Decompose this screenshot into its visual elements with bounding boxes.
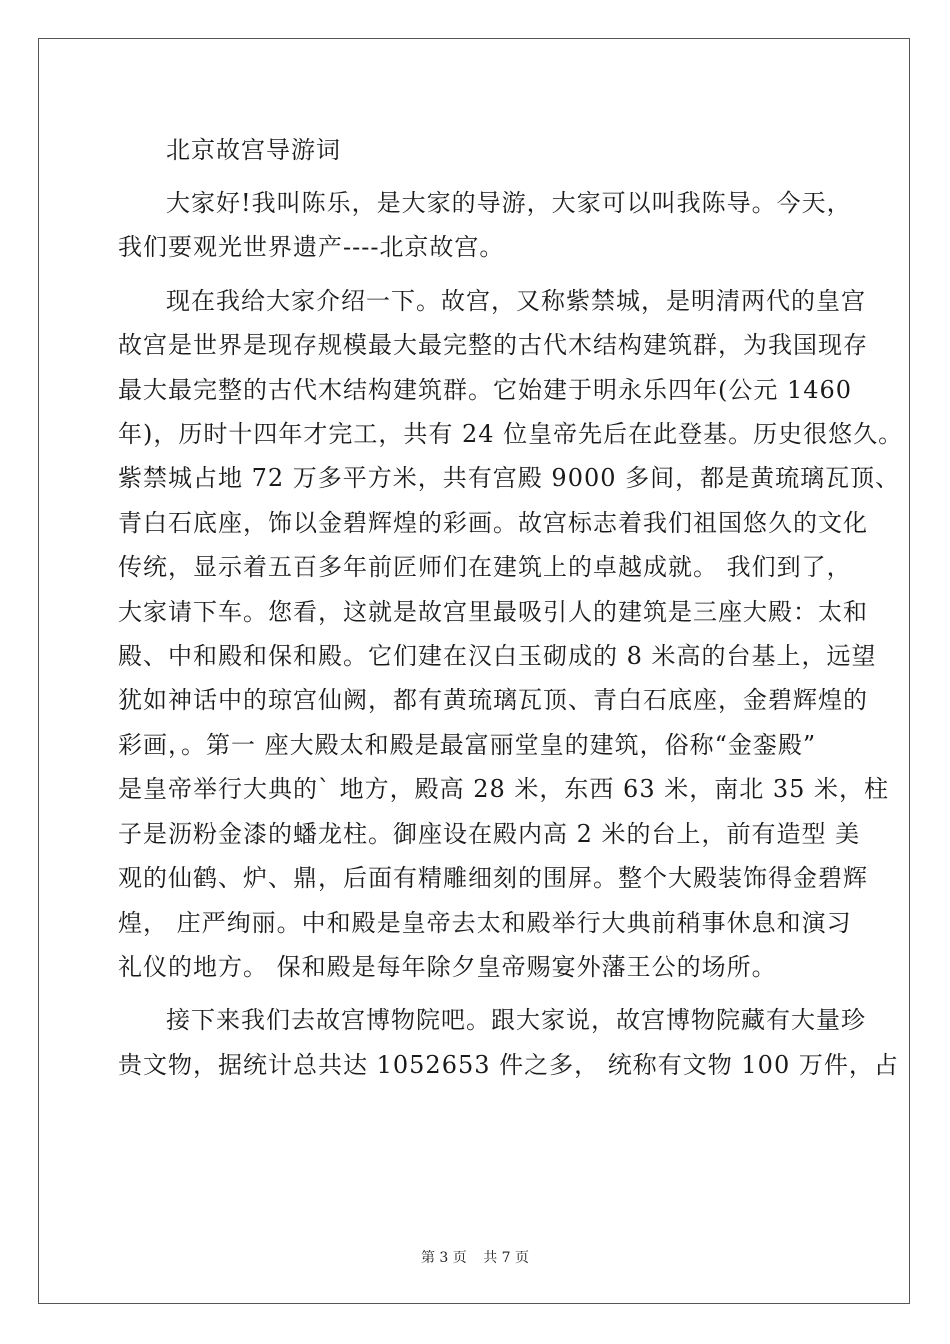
paragraph-introduction <box>118 279 904 990</box>
page-total: 共 7 页 <box>483 1250 530 1266</box>
document-body <box>118 128 904 1087</box>
document-title: 北京故宫导游词 <box>166 136 341 164</box>
text-line: 大家好!我叫陈乐，是大家的导游，大家可以叫我陈导。今天， <box>166 189 852 217</box>
text-line: 传统，显示着五百多年前匠师们在建筑上的卓越成就。 我们到了， <box>118 553 852 582</box>
page-number: 第 3 页 <box>420 1250 467 1266</box>
text-line: 礼仪的地方。 保和殿是每年除夕皇帝赐宴外藩王公的场所。 <box>118 952 777 981</box>
text-line: 子是沥粉金漆的蟠龙柱。御座设在殿内高 2 米的台上，前有造型 美 <box>118 819 861 848</box>
text-line: 煌， 庄严绚丽。中和殿是皇帝去太和殿举行大典前稍事休息和演习 <box>118 908 852 937</box>
text-line: 贵文物，据统计总共达 1052653 件之多， 统称有文物 100 万件，占 <box>118 1050 899 1079</box>
text-line: 最大最完整的古代木结构建筑群。它始建于明永乐四年(公元 1460 <box>118 375 853 404</box>
text-line: 接下来我们去故宫博物院吧。跟大家说，故宫博物院藏有大量珍 <box>166 1006 866 1035</box>
text-line: 观的仙鹤、炉、鼎，后面有精雕细刻的围屏。整个大殿装饰得金碧辉 <box>118 864 868 893</box>
text-line: 犹如神话中的琼宫仙阙，都有黄琉璃瓦顶、青白石底座，金碧辉煌的 <box>118 686 868 715</box>
text-line: 彩画，。第一 座大殿太和殿是最富丽堂皇的建筑，俗称“金銮殿” <box>118 730 817 759</box>
text-line: 是皇帝举行大典的` 地方，殿高 28 米，东西 63 米，南北 35 米，柱 <box>118 775 890 804</box>
text-line: 现在我给大家介绍一下。故宫，又称紫禁城，是明清两代的皇宫 <box>166 286 866 315</box>
text-line: 青白石底座，饰以金碧辉煌的彩画。故宫标志着我们祖国悠久的文化 <box>118 508 868 537</box>
paragraph-greeting <box>118 181 852 270</box>
text-line: 年)，历时十四年才完工，共有 24 位皇帝先后在此登基。历史很悠久。 <box>118 420 904 449</box>
page-footer <box>0 1247 950 1267</box>
text-line: 大家请下车。您看，这就是故宫里最吸引人的建筑是三座大殿：太和 <box>118 597 868 626</box>
text-line: 我们要观光世界遗产----北京故宫。 <box>118 233 505 262</box>
text-line: 紫禁城占地 72 万多平方米，共有宫殿 9000 多间，都是黄琉璃瓦顶、 <box>118 464 901 493</box>
paragraph-museum <box>118 998 899 1087</box>
text-line: 故宫是世界是现存规模最大最完整的古代木结构建筑群，为我国现存 <box>118 331 868 360</box>
text-line: 殿、中和殿和保和殿。它们建在汉白玉砌成的 8 米高的台基上，远望 <box>118 642 877 671</box>
